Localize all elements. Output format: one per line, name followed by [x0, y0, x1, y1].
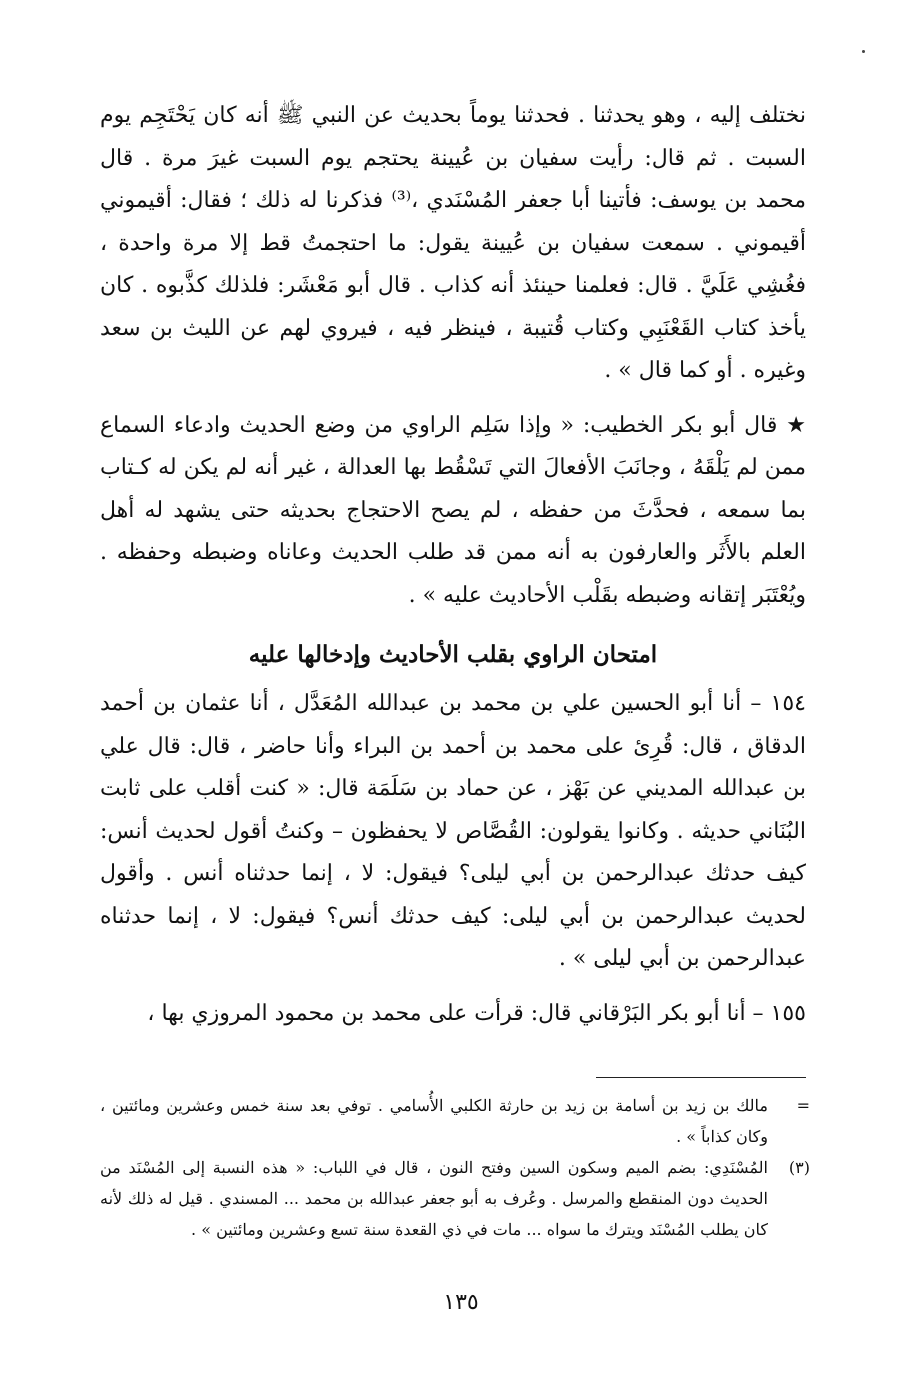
- footnotes: [100, 1090, 810, 1245]
- footnote-text: مالك بن زيد بن أسامة بن زيد بن حارثة الكلبي الأُسامي . توفي بعد سنة خمس وعشرين ومائتين ، وكان كذاباً » .: [100, 1096, 768, 1146]
- paragraph-1: نختلف إليه ، وهو يحدثنا . فحدثنا يوماً بحديث عن النبي ﷺ أنه كان يَحْتَجِم يوم السبت . ثم قال: رأيت سفيان بن عُيينة يحتجم يوم السبت غيرَ مرة . قال محمد بن يوسف: فأتينا أبا جعفر المُسْنَدي ،⁽³⁾ فذكرنا له ذلك ؛ فقال: أقيموني أقيموني . سمعت سفيان بن عُيينة يقول: ما احتجمتُ قط إلا مرة واحدة ، فغُشِي عَلَيَّ . قال: فعلمنا حينئذ أنه كذاب . قال أبو مَعْشَر: فلذلك كذَّبوه . كان يأخذ كتاب القَعْنَبِي وكتاب قُتيبة ، فينظر فيه ، فيروي لهم عن الليث بن سعد وغيره . أو كما قال » .: [100, 103, 806, 383]
- footnote-mark: =: [796, 1096, 810, 1115]
- footnote-mark: (٣): [788, 1158, 810, 1177]
- section-heading: امتحان الراوي بقلب الأحاديث وإدخالها عليه: [248, 641, 658, 668]
- page-speck: [862, 50, 865, 53]
- paragraph-155: ١٥٥ – أنا أبو بكر البَرْقاني قال: قرأت على محمد بن محمود المروزي بها ،: [147, 1000, 806, 1026]
- page-number: ١٣٥: [443, 1290, 479, 1315]
- footnote-continuation: [100, 1090, 810, 1152]
- footnote-divider: [596, 1077, 806, 1078]
- footnote-3: [100, 1152, 810, 1245]
- paragraph-154: ١٥٤ – أنا أبو الحسين علي بن محمد بن عبدالله المُعَدَّل ، أنا عثمان بن أحمد الدقاق ، قال: قُرِئ على محمد بن أحمد بن البراء وأنا حاضر ، قال: قال علي بن عبدالله المديني عن بَهْز ، عن حماد بن سَلَمَة قال: « كنت أقلب على ثابت البُنَاني حديثه . وكانوا يقولون: القُصَّاص لا يحفظون – وكنتُ أقول لحديث أنس: كيف حدثك عبدالرحمن بن أبي ليلى؟ فيقول: لا ، إنما حدثناه أنس . وأقول لحديث عبدالرحمن بن أبي ليلى: كيف حدثك أنس؟ فيقول: لا ، إنما حدثناه عبدالرحمن بن أبي ليلى » .: [100, 691, 806, 971]
- footnote-text: المُسْنَدِي: بضم الميم وسكون السين وفتح النون ، قال في اللباب: « هذه النسبة إلى المُسْنَد من الحديث دون المنقطع والمرسل . وعُرف به أبو جعفر عبدالله بن محمد ... المسندي . قيل له ذلك لأنه كان يطلب المُسْنَد ويترك ما سواه ... مات في ذي القعدة سنة تسع وعشرين ومائتين » .: [100, 1158, 768, 1239]
- page-body: [100, 95, 806, 1035]
- paragraph-khatib: ★ قال أبو بكر الخطيب: « وإذا سَلِم الراوي من وضع الحديث وادعاء السماع ممن لم يَلْقَهُ ، وجانَبَ الأفعالَ التي تَسْقُط بها العدالة ، غير أنه لم يكن له كـتاب بما سمعه ، فحدَّثَ من حفظه ، لم يصح الاحتجاج بحديثه حتى يشهد له أهل العلم بالأَثَر والعارفون به أنه ممن قد طلب الحديث وعاناه وضبطه وحفظه . ويُعْتَبَر إتقانه وضبطه بقَلْب الأحاديث عليه » .: [100, 412, 806, 608]
